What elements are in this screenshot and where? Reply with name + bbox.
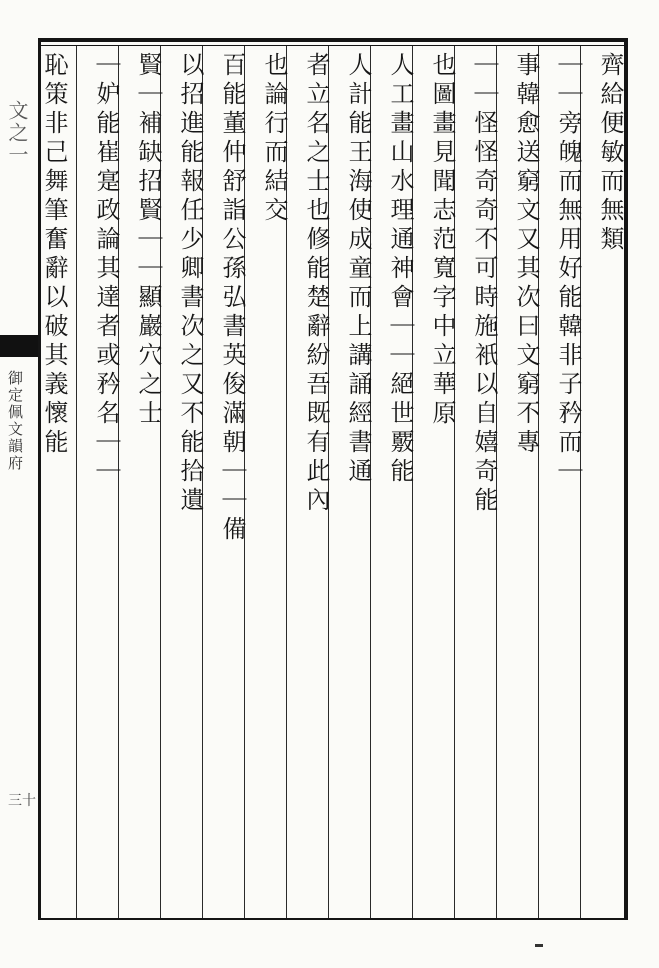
margin-black-block bbox=[0, 335, 38, 357]
page-margin bbox=[0, 40, 39, 920]
text-column: 恥策非己舞筆奮辭以破其義懷能 bbox=[40, 52, 68, 458]
text-column: 百能董仲舒詣公孫弘書英俊滿朝｜｜備 bbox=[218, 52, 246, 545]
text-column: 人計能王海使成童而上講誦經書通 bbox=[344, 52, 372, 487]
text-column: 也圖畫見聞志范寬字中立華原 bbox=[428, 52, 456, 429]
text-column: 事韓愈送窮文又其次曰文窮不專 bbox=[512, 52, 540, 458]
bottom-border bbox=[38, 918, 628, 920]
text-column: 人工畫山水理通神會｜｜絕世覈能 bbox=[386, 52, 414, 487]
text-column: ｜｜旁魄而無用好能韓非子矜而｜ bbox=[554, 52, 582, 487]
text-column: 齊給便敏而無類 bbox=[596, 52, 624, 255]
text-column: 賢｜補缺招賢｜｜顯巖穴之士 bbox=[134, 52, 162, 429]
page-mark bbox=[535, 944, 543, 947]
text-column: 也論行而結交 bbox=[260, 52, 288, 226]
top-border bbox=[40, 38, 628, 42]
top-border-inner bbox=[40, 45, 628, 46]
margin-fold-number: 三十 bbox=[8, 793, 36, 809]
margin-header: 文之一 bbox=[5, 100, 29, 166]
text-column: ｜妒能崔寔政論其達者或矜名｜｜ bbox=[92, 52, 120, 487]
text-column: 以招進能報任少卿書次之又不能拾遺 bbox=[176, 52, 204, 516]
margin-book-title: 御定佩文韻府 bbox=[6, 370, 24, 472]
text-column: 者立名之士也修能楚辭紛吾既有此內 bbox=[302, 52, 330, 516]
text-column: ｜｜怪怪奇奇不可時施衹以自嬉奇能 bbox=[470, 52, 498, 516]
